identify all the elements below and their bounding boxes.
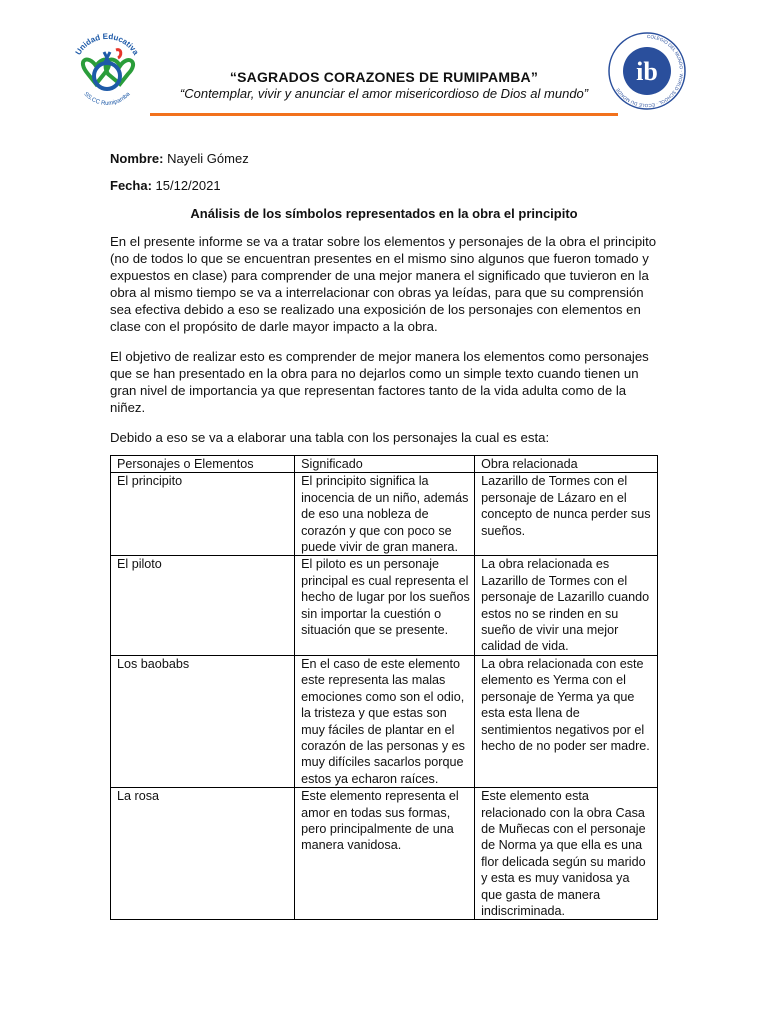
table-row [111,473,658,556]
cell-element: Los baobabs [111,655,295,787]
ib-logo-ring-text: COLEGIO DEL MUNDO · WORLD SCHOOL · ÉCOLE DU MONDE [615,33,684,109]
header-divider [150,113,618,116]
school-motto: “Contemplar, vivir y anunciar el amor misericordioso de Dios al mundo” [179,86,589,101]
header-related-work: Obra relacionada [475,456,658,473]
cell-related-work: Lazarillo de Tormes con el personaje de Lázaro en el concepto de nunca perder sus sueños. [475,473,658,556]
cell-meaning: El piloto es un personaje principal es cual representa el hecho de lugar por los sueños sin importar la cuestión o situación que se presente. [295,556,475,655]
table-row [111,556,658,655]
cell-meaning: El principito significa la inocencia de un niño, además de eso una nobleza de corazón y que con poco se puede vivir de gran manera. [295,473,475,556]
cell-related-work: La obra relacionada con este elemento es Yerma con el personaje de Yerma ya que esta esta llena de sentimientos negativos por el hecho de no poder ser madre. [475,655,658,787]
cell-meaning: Este elemento representa el amor en todas sus formas, pero principalmente de una manera vanidosa. [295,788,475,920]
date-value: 15/12/2021 [151,178,221,193]
date-label: Fecha: [110,178,152,193]
cell-related-work: Este elemento esta relacionado con la obra Casa de Muñecas con el personaje de Norma ya que ella es una flor delicada según su marido y esta es muy vanidosa ya que gasta de manera indiscriminada. [475,788,658,920]
cell-related-work: La obra relacionada es Lazarillo de Tormes con el personaje de Lazarillo cuando estos no se rinden en su sueño de vivir una mejor calidad de vida. [475,556,658,655]
cell-element: La rosa [111,788,295,920]
school-logo-bottom-text: SS.CC Rumipamba [82,91,132,107]
intro-paragraph: En el presente informe se va a tratar sobre los elementos y personajes de la obra el principito (no de todos lo que se encuentran presentes en el mismo sino algunos que fueron tomado y expuestos en clase) para comprender de una mejor manera el significado que tuvieron en la obra al mismo tiempo se va a interrelacionar con obras ya leídas, para que su comprensión sea efectiva debido a eso se realizado una exposición de los personajes con elementos en clase con el propósito de darle mayor impacto a la obra. [110,234,657,334]
svg-text:SS.CC Rumipamba [82,91,132,107]
svg-text:Unidad Educativa [74,32,141,57]
name-label: Nombre: [110,151,164,166]
document-heading: Análisis de los símbolos representados en la obra el principito [190,206,578,221]
table-header-row [111,456,658,473]
cell-meaning: En el caso de este elemento este representa las malas emociones como son el odio, la tristeza y que estas son muy fáciles de plantar en el corazón de las personas y es muy difíciles sacarlos porque estos ya echaron raíces. [295,655,475,787]
ib-logo [606,30,688,112]
symbols-table [110,455,658,920]
cell-element: El piloto [111,556,295,655]
header-elements: Personajes o Elementos [111,456,295,473]
school-logo-top-text: Unidad Educativa [73,31,141,57]
table-row [111,655,658,787]
school-name: “SAGRADOS CORAZONES DE RUMIPAMBA” [229,69,539,85]
date-line [110,178,221,193]
table-intro-paragraph: Debido a eso se va a elaborar una tabla con los personajes la cual es esta: [110,430,550,445]
header-meaning: Significado [295,456,475,473]
table-row [111,788,658,920]
ib-logo-letters: ib [636,57,658,86]
student-name-line [110,151,249,166]
cell-element: El principito [111,473,295,556]
name-value: Nayeli Gómez [163,151,249,166]
objective-paragraph: El objetivo de realizar esto es comprender de mejor manera los elementos como personajes que se han presentado en la obra para no dejarlos como un simple texto cuando tienen un gran nivel de importancia ya que representan factores tanto de la vida adulta como de la niñez. [110,349,649,415]
